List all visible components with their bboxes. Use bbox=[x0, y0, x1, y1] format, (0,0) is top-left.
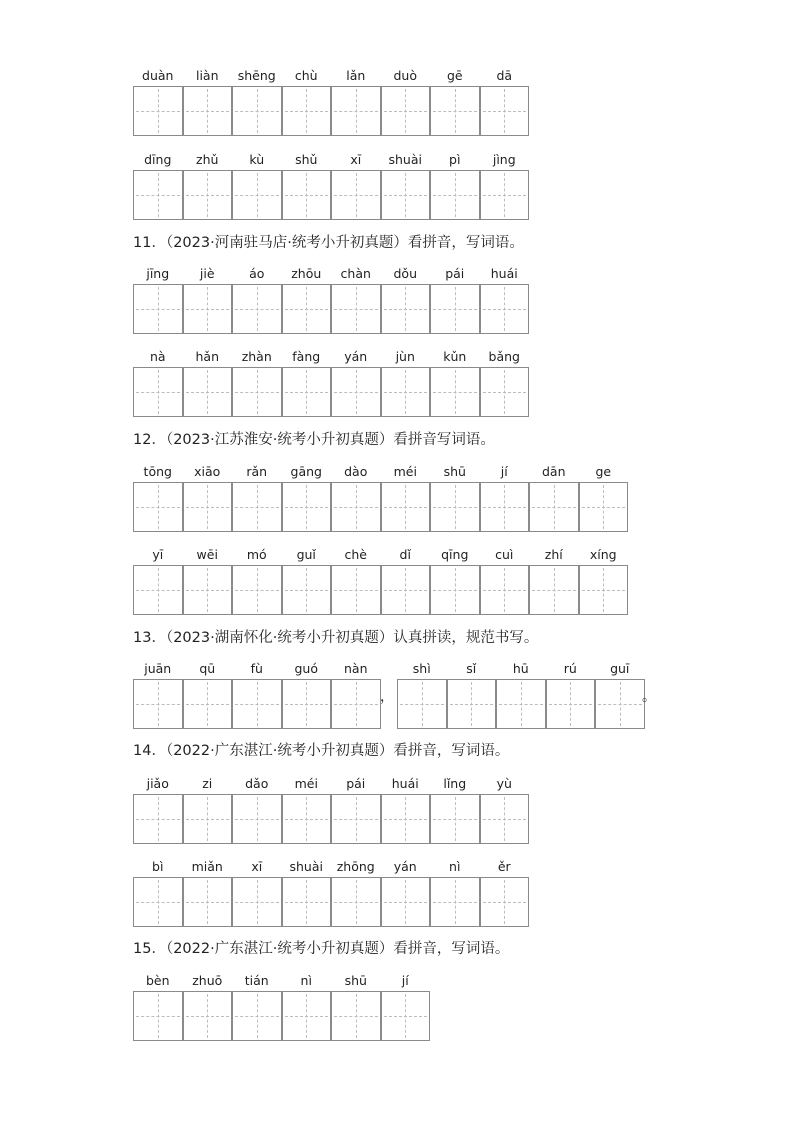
writing-cell[interactable] bbox=[282, 794, 332, 844]
question-title: 15．（2022·广东湛江·统考小升初真题）看拼音，写词语。 bbox=[133, 941, 510, 957]
writing-cell[interactable] bbox=[133, 991, 183, 1041]
writing-cell[interactable] bbox=[546, 679, 596, 729]
writing-cell[interactable] bbox=[331, 284, 381, 334]
writing-cell[interactable] bbox=[430, 877, 480, 927]
pinyin-syllable: yán bbox=[344, 349, 368, 364]
pinyin-syllable: méi bbox=[294, 776, 318, 791]
pinyin-syllable: dào bbox=[344, 464, 368, 479]
pinyin-syllable: pái bbox=[445, 266, 465, 281]
writing-cell[interactable] bbox=[183, 284, 233, 334]
writing-cell[interactable] bbox=[133, 679, 183, 729]
pinyin-syllable: rú bbox=[563, 661, 577, 676]
pinyin-syllable: hǎn bbox=[195, 349, 219, 364]
pinyin-syllable: pái bbox=[346, 776, 366, 791]
pinyin-syllable: xiāo bbox=[194, 464, 221, 479]
pinyin-syllable: guī bbox=[610, 661, 630, 676]
pinyin-syllable: gē bbox=[446, 68, 463, 83]
writing-cell[interactable] bbox=[331, 991, 381, 1041]
writing-cell[interactable] bbox=[232, 794, 282, 844]
pinyin-syllable: nì bbox=[300, 973, 312, 988]
writing-cell[interactable] bbox=[133, 482, 183, 532]
writing-cell[interactable] bbox=[183, 991, 233, 1041]
pinyin-syllable: liàn bbox=[195, 68, 219, 83]
question-title: 12．（2023·江苏淮安·统考小升初真题）看拼音写词语。 bbox=[133, 432, 495, 448]
writing-cell[interactable] bbox=[381, 877, 431, 927]
period-mark: 。 bbox=[642, 689, 656, 705]
pinyin-syllable: zhàn bbox=[241, 349, 272, 364]
writing-cell[interactable] bbox=[529, 482, 579, 532]
pinyin-syllable: pì bbox=[449, 152, 461, 167]
pinyin-syllable: kǔn bbox=[443, 349, 467, 364]
pinyin-syllable: qū bbox=[199, 661, 216, 676]
pinyin-syllable: bèn bbox=[145, 973, 170, 988]
writing-cell[interactable] bbox=[381, 170, 431, 220]
writing-cell[interactable] bbox=[430, 482, 480, 532]
writing-cell[interactable] bbox=[183, 86, 233, 136]
writing-cell[interactable] bbox=[232, 877, 282, 927]
pinyin-syllable: bì bbox=[152, 859, 164, 874]
writing-cell[interactable] bbox=[480, 794, 530, 844]
writing-cell[interactable] bbox=[282, 170, 332, 220]
writing-cell[interactable] bbox=[183, 482, 233, 532]
pinyin-syllable: jīng bbox=[146, 266, 170, 281]
pinyin-syllable: ge bbox=[595, 464, 612, 479]
pinyin-syllable: dǒu bbox=[393, 266, 417, 281]
writing-cell[interactable] bbox=[133, 794, 183, 844]
writing-cell[interactable] bbox=[232, 170, 282, 220]
writing-cell[interactable] bbox=[480, 284, 530, 334]
writing-cell[interactable] bbox=[331, 794, 381, 844]
writing-cell[interactable] bbox=[282, 991, 332, 1041]
pinyin-syllable: jiè bbox=[199, 266, 215, 281]
pinyin-syllable: juān bbox=[144, 661, 172, 676]
writing-cell[interactable] bbox=[232, 284, 282, 334]
pinyin-syllable: dǐ bbox=[399, 547, 411, 562]
writing-cell[interactable] bbox=[331, 679, 381, 729]
writing-cell[interactable] bbox=[381, 794, 431, 844]
writing-cell[interactable] bbox=[282, 284, 332, 334]
pinyin-syllable: nì bbox=[449, 859, 461, 874]
writing-cell[interactable] bbox=[430, 86, 480, 136]
pinyin-syllable: lǐng bbox=[443, 776, 467, 791]
pinyin-syllable: dǎo bbox=[245, 776, 269, 791]
writing-cell[interactable] bbox=[579, 565, 629, 615]
writing-cell[interactable] bbox=[447, 679, 497, 729]
pinyin-syllable: zhuō bbox=[192, 973, 223, 988]
writing-cell[interactable] bbox=[480, 482, 530, 532]
writing-cell[interactable] bbox=[232, 482, 282, 532]
writing-cell[interactable] bbox=[232, 565, 282, 615]
pinyin-syllable: qīng bbox=[441, 547, 469, 562]
pinyin-syllable: yù bbox=[496, 776, 512, 791]
writing-cell[interactable] bbox=[480, 367, 530, 417]
question-title: 14．（2022·广东湛江·统考小升初真题）看拼音，写词语。 bbox=[133, 743, 510, 759]
pinyin-syllable: wēi bbox=[196, 547, 218, 562]
writing-cell[interactable] bbox=[282, 877, 332, 927]
pinyin-syllable: xíng bbox=[589, 547, 617, 562]
comma-mark: ， bbox=[380, 689, 394, 705]
pinyin-syllable: guǐ bbox=[296, 547, 316, 562]
pinyin-syllable: kù bbox=[249, 152, 265, 167]
pinyin-syllable: xī bbox=[251, 859, 263, 874]
writing-cell[interactable] bbox=[430, 367, 480, 417]
pinyin-syllable: shuài bbox=[289, 859, 323, 874]
writing-cell[interactable] bbox=[331, 170, 381, 220]
pinyin-syllable: nà bbox=[149, 349, 166, 364]
writing-cell[interactable] bbox=[381, 991, 431, 1041]
writing-cell[interactable] bbox=[579, 482, 629, 532]
writing-cell[interactable] bbox=[331, 86, 381, 136]
writing-cell[interactable] bbox=[183, 877, 233, 927]
writing-cell[interactable] bbox=[381, 367, 431, 417]
pinyin-syllable: jìng bbox=[492, 152, 516, 167]
writing-cell[interactable] bbox=[133, 170, 183, 220]
pinyin-syllable: hū bbox=[512, 661, 529, 676]
writing-cell[interactable] bbox=[282, 367, 332, 417]
writing-cell[interactable] bbox=[282, 565, 332, 615]
pinyin-syllable: cuì bbox=[495, 547, 514, 562]
question-title: 11．（2023·河南驻马店·统考小升初真题）看拼音，写词语。 bbox=[133, 235, 524, 251]
pinyin-syllable: xī bbox=[350, 152, 362, 167]
writing-cell[interactable] bbox=[133, 86, 183, 136]
pinyin-syllable: zhōng bbox=[336, 859, 375, 874]
writing-cell[interactable] bbox=[480, 877, 530, 927]
pinyin-syllable: duò bbox=[393, 68, 417, 83]
pinyin-syllable: shū bbox=[443, 464, 466, 479]
writing-cell[interactable] bbox=[381, 284, 431, 334]
writing-cell[interactable] bbox=[430, 170, 480, 220]
pinyin-syllable: shì bbox=[412, 661, 431, 676]
pinyin-syllable: ěr bbox=[497, 859, 511, 874]
writing-cell[interactable] bbox=[529, 565, 579, 615]
pinyin-syllable: shǔ bbox=[295, 152, 318, 167]
pinyin-syllable: nàn bbox=[343, 661, 368, 676]
writing-cell[interactable] bbox=[133, 565, 183, 615]
pinyin-syllable: shuài bbox=[388, 152, 422, 167]
writing-cell[interactable] bbox=[183, 565, 233, 615]
pinyin-syllable: chè bbox=[344, 547, 367, 562]
writing-cell[interactable] bbox=[480, 565, 530, 615]
writing-cell[interactable] bbox=[480, 170, 530, 220]
writing-cell[interactable] bbox=[232, 991, 282, 1041]
writing-cell[interactable] bbox=[331, 565, 381, 615]
pinyin-syllable: chàn bbox=[340, 266, 371, 281]
pinyin-syllable: tián bbox=[244, 973, 269, 988]
pinyin-syllable: duàn bbox=[142, 68, 174, 83]
writing-cell[interactable] bbox=[496, 679, 546, 729]
writing-cell[interactable] bbox=[430, 794, 480, 844]
writing-cell[interactable] bbox=[381, 482, 431, 532]
writing-cell[interactable] bbox=[183, 794, 233, 844]
pinyin-syllable: jùn bbox=[395, 349, 415, 364]
pinyin-syllable: chù bbox=[294, 68, 318, 83]
pinyin-syllable: dīng bbox=[144, 152, 172, 167]
pinyin-syllable: miǎn bbox=[191, 859, 223, 874]
pinyin-syllable: bǎng bbox=[488, 349, 520, 364]
pinyin-syllable: rǎn bbox=[246, 464, 268, 479]
writing-cell[interactable] bbox=[282, 86, 332, 136]
pinyin-syllable: guó bbox=[294, 661, 318, 676]
writing-cell[interactable] bbox=[282, 482, 332, 532]
pinyin-syllable: áo bbox=[249, 266, 265, 281]
writing-cell[interactable] bbox=[183, 367, 233, 417]
writing-cell[interactable] bbox=[133, 367, 183, 417]
pinyin-syllable: dān bbox=[541, 464, 566, 479]
writing-cell[interactable] bbox=[183, 170, 233, 220]
writing-cell[interactable] bbox=[232, 86, 282, 136]
pinyin-syllable: fàng bbox=[292, 349, 321, 364]
writing-cell[interactable] bbox=[133, 877, 183, 927]
pinyin-syllable: gāng bbox=[290, 464, 322, 479]
pinyin-syllable: sǐ bbox=[466, 661, 477, 676]
writing-cell[interactable] bbox=[232, 679, 282, 729]
writing-cell[interactable] bbox=[430, 565, 480, 615]
writing-cell[interactable] bbox=[331, 367, 381, 417]
pinyin-syllable: méi bbox=[393, 464, 417, 479]
pinyin-syllable: fù bbox=[250, 661, 263, 676]
pinyin-syllable: jí bbox=[500, 464, 508, 479]
pinyin-syllable: shū bbox=[344, 973, 367, 988]
writing-cell[interactable] bbox=[183, 679, 233, 729]
writing-cell[interactable] bbox=[381, 565, 431, 615]
pinyin-syllable: tōng bbox=[143, 464, 172, 479]
pinyin-syllable: yán bbox=[393, 859, 417, 874]
pinyin-syllable: huái bbox=[391, 776, 419, 791]
writing-cell[interactable] bbox=[331, 877, 381, 927]
writing-cell[interactable] bbox=[430, 284, 480, 334]
pinyin-syllable: zhí bbox=[544, 547, 563, 562]
pinyin-syllable: huái bbox=[490, 266, 518, 281]
writing-cell[interactable] bbox=[397, 679, 447, 729]
question-title: 13．（2023·湖南怀化·统考小升初真题）认真拼读，规范书写。 bbox=[133, 630, 539, 646]
writing-cell[interactable] bbox=[133, 284, 183, 334]
writing-cell[interactable] bbox=[331, 482, 381, 532]
writing-cell[interactable] bbox=[381, 86, 431, 136]
writing-cell[interactable] bbox=[595, 679, 645, 729]
writing-cell[interactable] bbox=[282, 679, 332, 729]
pinyin-syllable: jiǎo bbox=[146, 776, 169, 791]
pinyin-syllable: zi bbox=[202, 776, 213, 791]
pinyin-syllable: dā bbox=[496, 68, 513, 83]
writing-cell[interactable] bbox=[480, 86, 530, 136]
pinyin-syllable: yī bbox=[152, 547, 164, 562]
writing-cell[interactable] bbox=[232, 367, 282, 417]
pinyin-syllable: jí bbox=[401, 973, 409, 988]
pinyin-syllable: zhǔ bbox=[196, 152, 219, 167]
pinyin-syllable: shēng bbox=[237, 68, 276, 83]
pinyin-syllable: lǎn bbox=[346, 68, 366, 83]
pinyin-syllable: zhōu bbox=[291, 266, 322, 281]
pinyin-syllable: mó bbox=[246, 547, 267, 562]
